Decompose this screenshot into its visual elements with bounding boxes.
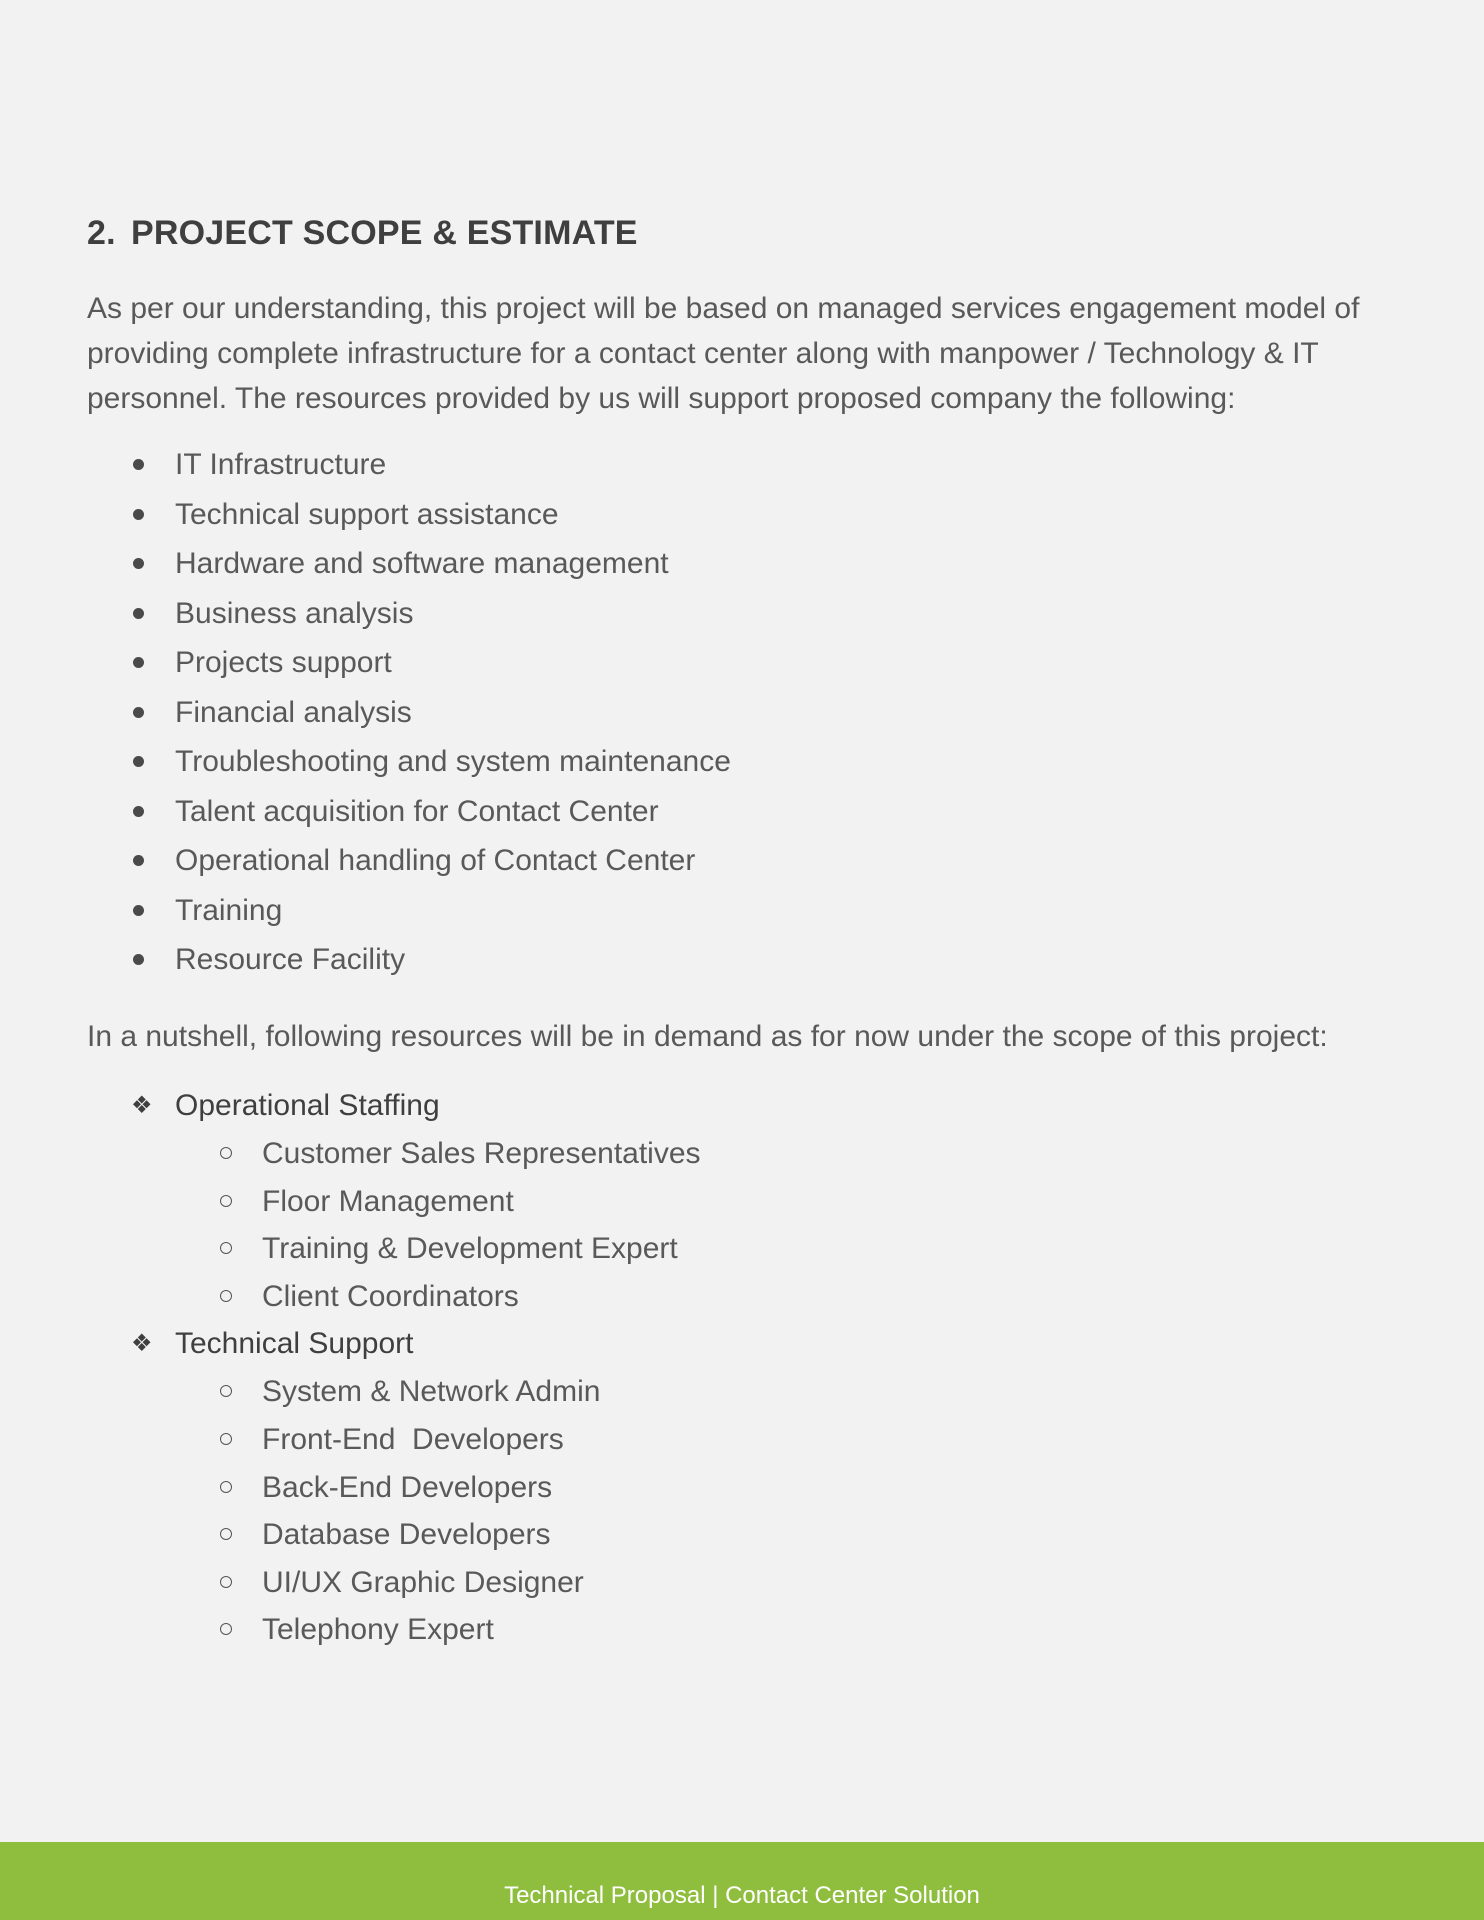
bullet-icon [133, 509, 144, 520]
hollow-circle-bullet-icon [220, 1576, 232, 1588]
four-diamond-icon: ❖ [131, 1092, 153, 1119]
hollow-circle-bullet-icon [220, 1290, 232, 1302]
list-item [87, 638, 731, 688]
list-item [87, 1606, 701, 1654]
hollow-circle-bullet-icon [220, 1481, 232, 1493]
list-item-label: Front-End Developers [262, 1422, 564, 1456]
list-item-label: Operational handling of Contact Center [175, 844, 696, 877]
bullet-icon [133, 657, 144, 668]
services-list [87, 440, 731, 985]
hollow-circle-bullet-icon [220, 1242, 232, 1254]
group-title-label: Operational Staffing [175, 1089, 440, 1122]
list-item-label: Training [175, 893, 283, 927]
hollow-circle-bullet-icon [220, 1147, 232, 1159]
footer-text: Technical Proposal | Contact Center Solution [504, 1882, 980, 1909]
list-item [87, 1273, 701, 1321]
list-item [87, 1225, 701, 1273]
hollow-circle-bullet-icon [220, 1528, 232, 1540]
list-item-label: System & Network Admin [262, 1375, 601, 1409]
list-item-label: Resource Facility [175, 943, 406, 976]
list-item [87, 1511, 701, 1559]
list-item [87, 539, 731, 589]
hollow-circle-bullet-icon [220, 1433, 232, 1445]
list-item-label: Telephony Expert [262, 1613, 494, 1647]
hollow-circle-bullet-icon [220, 1385, 232, 1397]
list-item [87, 737, 731, 787]
section-heading [87, 214, 638, 253]
list-item-label: Projects support [175, 646, 392, 679]
list-item-label: Customer Sales Representatives [262, 1137, 701, 1170]
section-title: PROJECT SCOPE & ESTIMATE [131, 214, 638, 252]
bullet-icon [133, 707, 144, 718]
list-item [87, 886, 731, 936]
nutshell-paragraph: In a nutshell, following resources will be in demand as for now under the scope of this project: [87, 1020, 1328, 1053]
list-item-label: IT Infrastructure [175, 448, 387, 481]
list-item-label: Training & Development Expert [262, 1232, 678, 1266]
hollow-circle-bullet-icon [220, 1623, 232, 1635]
group-title-label: Technical Support [175, 1327, 414, 1361]
resource-groups [87, 1082, 701, 1654]
list-item [87, 787, 731, 837]
section-number: 2. [87, 214, 116, 252]
list-item-label: Database Developers [262, 1518, 551, 1552]
group-title-technical-support [87, 1320, 701, 1368]
list-item [87, 688, 731, 738]
list-item-label: Financial analysis [175, 695, 412, 729]
list-item-label: Troubleshooting and system maintenance [175, 745, 731, 778]
bullet-icon [133, 608, 144, 619]
list-item-label: UI/UX Graphic Designer [262, 1565, 584, 1599]
bullet-icon [133, 905, 144, 916]
technical-support-list [87, 1368, 701, 1654]
list-item [87, 935, 731, 985]
list-item [87, 440, 731, 490]
list-item-label: Business analysis [175, 596, 414, 630]
bullet-icon [133, 756, 144, 767]
bullet-icon [133, 954, 144, 965]
list-item-label: Floor Management [262, 1184, 514, 1218]
list-item [87, 589, 731, 639]
intro-paragraph: As per our understanding, this project will be based on managed services engagement model of providing complete infrastructure for a contact center along with manpower / Technology & IT personnel. The resources provided by us will support proposed company the following: [87, 292, 1360, 415]
list-item [87, 1464, 701, 1512]
list-item [87, 1416, 701, 1464]
list-item-label: Talent acquisition for Contact Center [175, 794, 659, 828]
bullet-icon [133, 806, 144, 817]
list-item-label: Client Coordinators [262, 1279, 519, 1313]
bullet-icon [133, 459, 144, 470]
list-item [87, 1559, 701, 1607]
bullet-icon [133, 558, 144, 569]
list-item-label: Hardware and software management [175, 547, 669, 580]
bullet-icon [133, 855, 144, 866]
hollow-circle-bullet-icon [220, 1195, 232, 1207]
list-item-label: Back-End Developers [262, 1470, 553, 1504]
list-item [87, 1178, 701, 1226]
list-item [87, 1130, 701, 1178]
group-title-operational-staffing [87, 1082, 701, 1130]
four-diamond-icon: ❖ [131, 1330, 153, 1358]
list-item-label: Technical support assistance [175, 497, 559, 531]
list-item [87, 490, 731, 540]
operational-staffing-list [87, 1130, 701, 1320]
list-item [87, 1368, 701, 1416]
footer-bar [0, 1842, 1484, 1920]
list-item [87, 836, 731, 886]
